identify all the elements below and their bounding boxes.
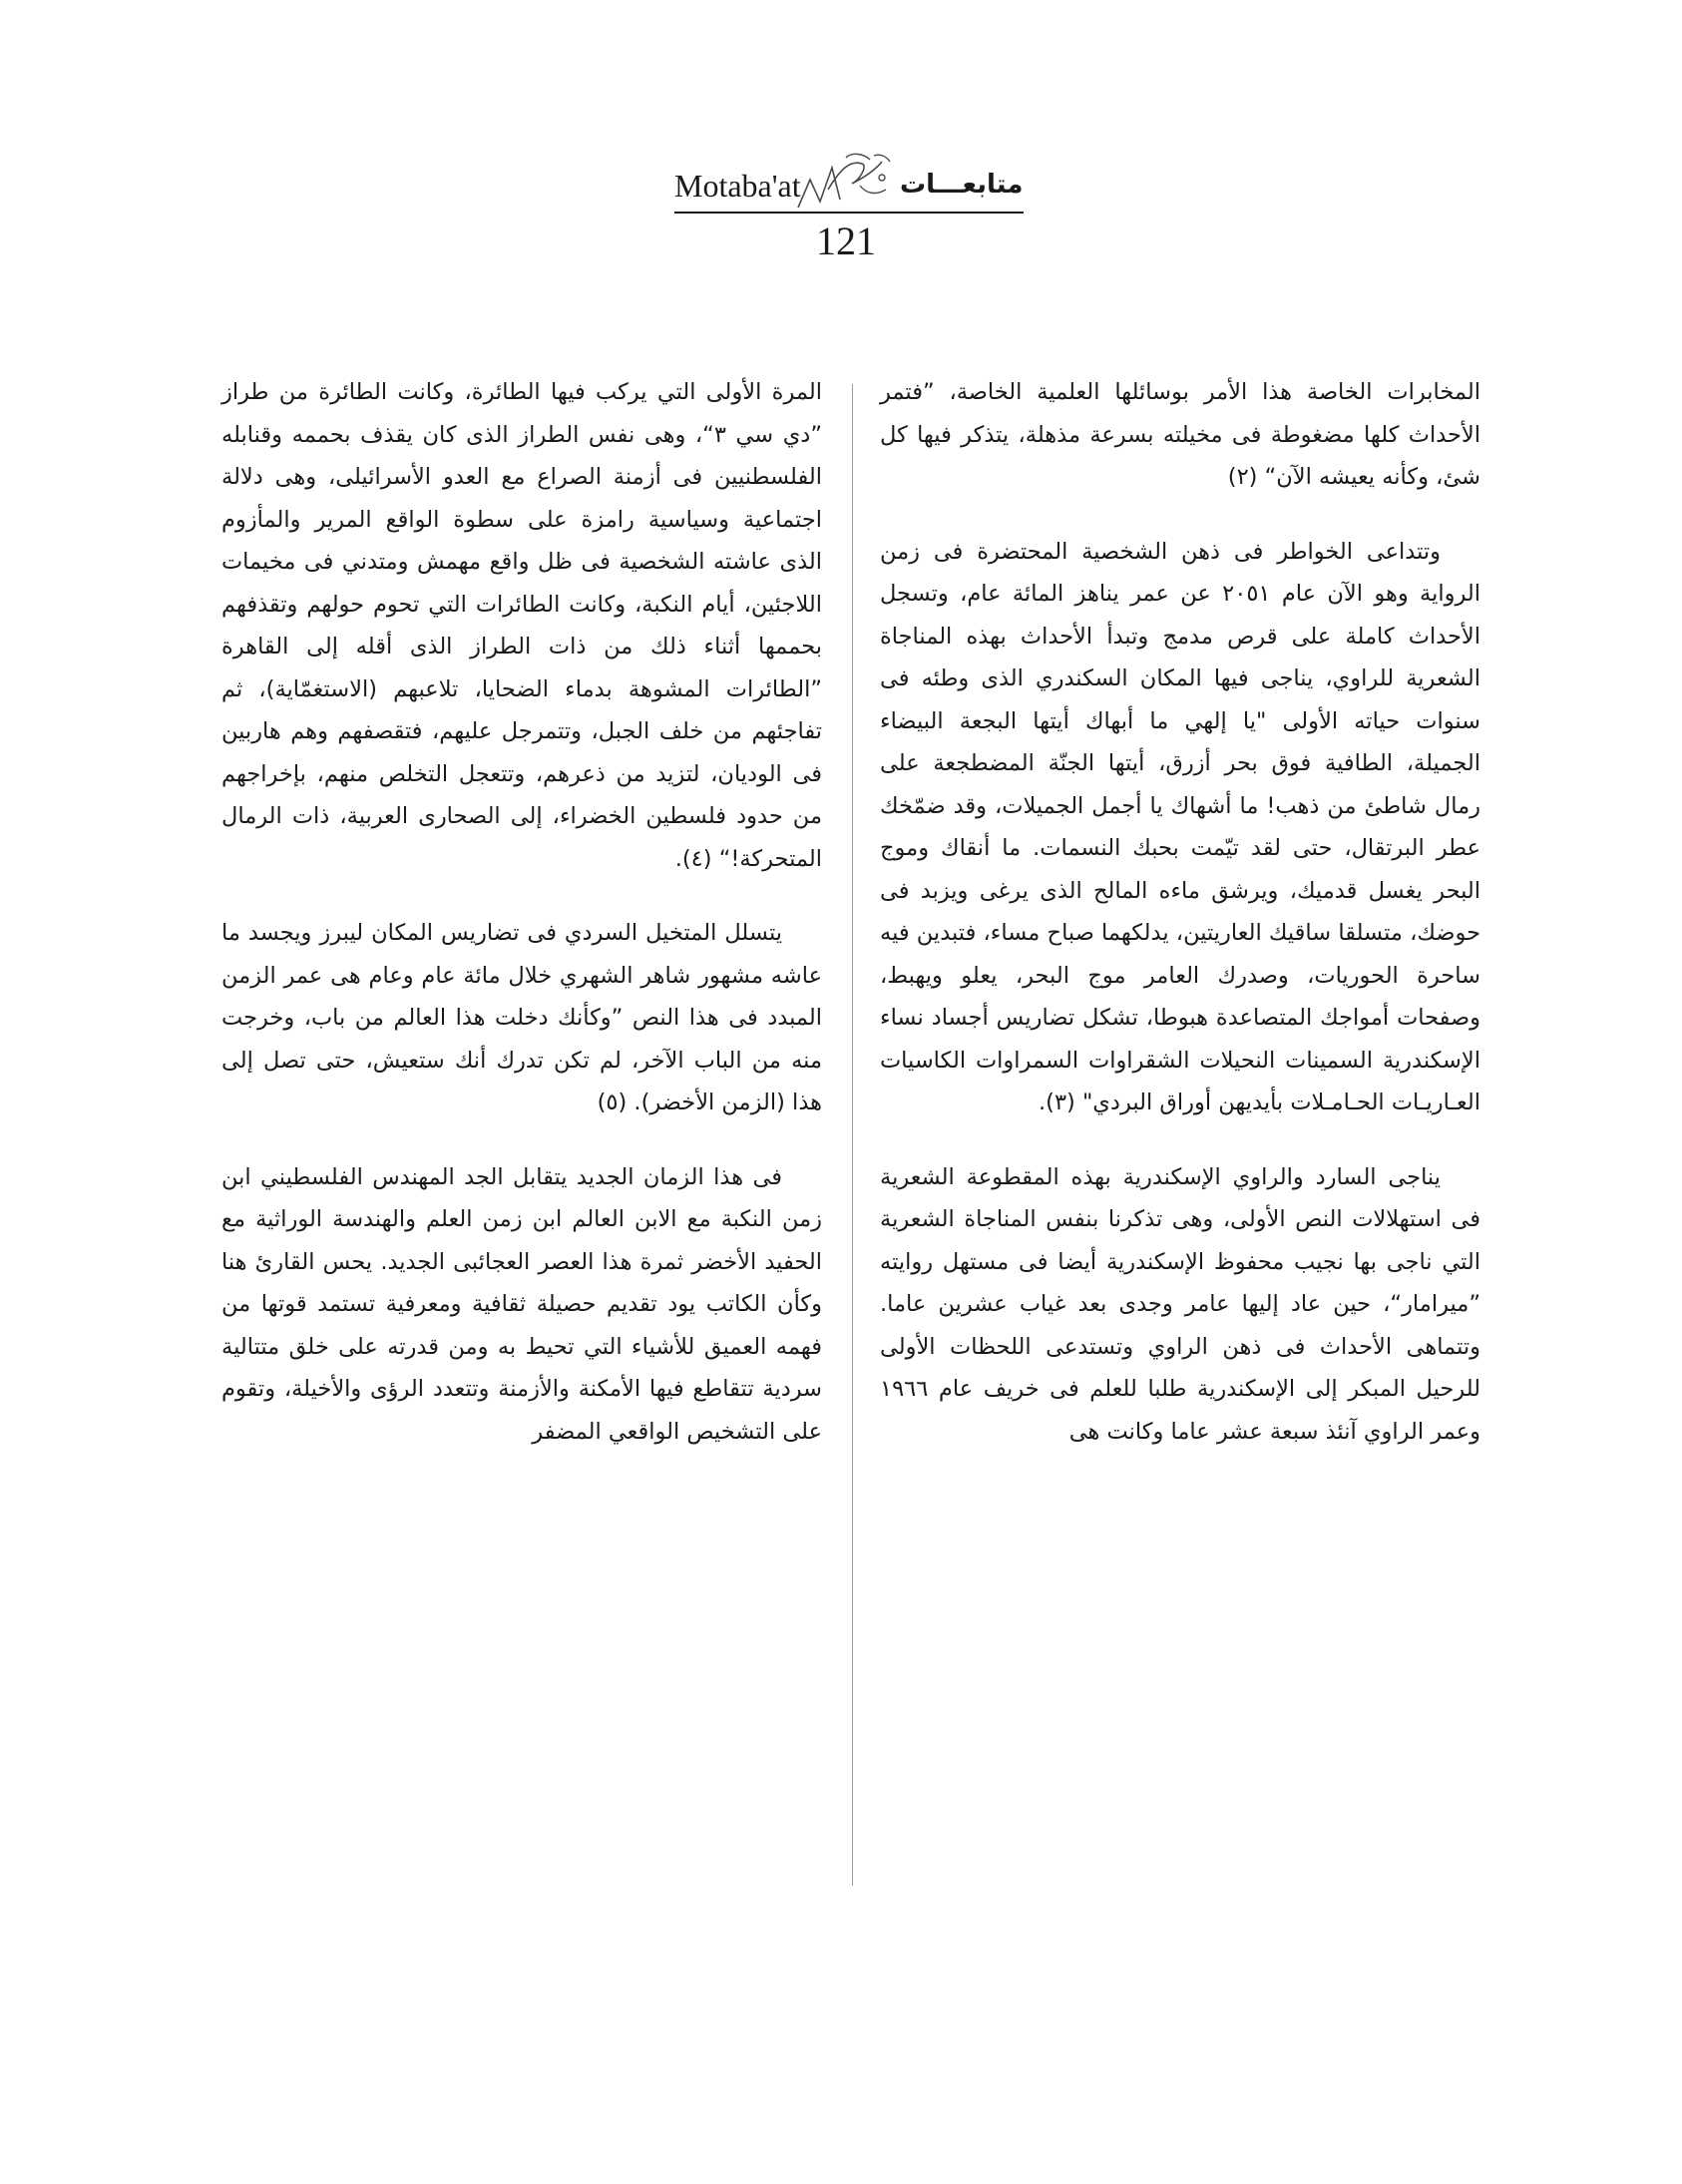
paragraph: يتسلل المتخيل السردي فى تضاريس المكان ليبرز ويجسد ما عاشه مشهور شاهر الشهري خلال مائة عام وعام هى عمر الزمن المبدد فى هذا النص ”وكأنك دخلت هذا العالم من باب، وخرجت منه من الباب الآخر، لم تكن تدرك أنك ستعيش، حتى تصل إلى هذا (الزمن الأخضر). (٥) (221, 920, 822, 1115)
journal-name-arabic: متابعـــات (900, 170, 1024, 200)
paragraph: المرة الأولى التي يركب فيها الطائرة، وكانت الطائرة من طراز ”دي سي ٣“، وهى نفس الطراز الذى كان يقذف بحممه وقنابله الفلسطنيين فى أزمنة الصراع مع العدو الأسرائيلى، وهى دلالة اجتماعية وسياسية رامزة على سطوة الواقع المرير والمأزوم الذى عاشته الشخصية فى ظل واقع مهمش ومتدني فى مخيمات اللاجئين، أيام النكبة، وكانت الطائرات التي تحوم حولهم وتقذفهم بحممها أثناء ذلك من ذات الطراز الذى أقله إلى القاهرة ”الطائرات المشوهة بدماء الضحايا، تلاعبهم (الاستغمّاية)، ثم تفاجئهم من خلف الجبل، وتتمرجل عليهم، فتقصفهم وهم هاربين فى الوديان، لتزيد من ذعرهم، وتتعجل التخلص منهم، بإخراجهم من حدود فلسطين الخضراء، إلى الصحارى العربية، ذات الرمال المتحركة!“ (٤). (221, 379, 822, 872)
paragraph: فى هذا الزمان الجديد يتقابل الجد المهندس الفلسطيني ابن زمن النكبة مع الابن العالم ابن زمن العلم والهندسة الوراثية مع الحفيد الأخضر ثمرة هذا العصر العجائبى الجديد. يحس القارئ هنا وكأن الكاتب يود تقديم حصيلة ثقافية ومعرفية تستمد قوتها من فهمه العميق للأشياء التي تحيط به ومن قدرته على خلق متتالية سردية تتقاطع فيها الأمكنة والأزمنة وتتعدد الرؤى والأخيلة، وتقوم على التشخيص الواقعي المضفر (221, 1163, 822, 1445)
page-header (0, 150, 1682, 263)
right-text-column (880, 371, 1480, 1485)
paragraph: المخابرات الخاصة هذا الأمر بوسائلها العلمية الخاصة، ”فتمر الأحداث كلها مضغوطة فى مخيلته بسرعة مذهلة، يتذكر فيها كل شئ، وكأنه يعيشه الآن“ (٢) (880, 379, 1480, 490)
header-rule (674, 212, 1024, 214)
column-divider (852, 384, 853, 1886)
journal-name-latin: Motaba'at (674, 168, 801, 204)
calligraphy-logo-icon (790, 150, 900, 212)
paragraph: وتتداعى الخواطر فى ذهن الشخصية المحتضرة فى زمن الرواية وهو الآن عام ٢٠٥١ عن عمر يناهز المائة عام، وتسجل الأحداث كاملة على قرص مدمج وتبدأ الأحداث بهذه المناجاة الشعرية للراوي، يناجى فيها المكان السكندري الذى وطئه فى سنوات حياته الأولى "يا إلهي ما أبهاك أيتها البجعة البيضاء الجميلة، الطافية فوق بحر أزرق، أيتها الجنّة المضطجعة على رمال شاطئ من ذهب! ما أشهاك يا أجمل الجميلات، وقد ضمّخك عطر البرتقال، حتى لقد تيّمت بحبك النسمات. ما أنقاك وموج البحر يغسل قدميك، ويرشق ماءه المالح الذى يرغى ويزبد فى حوضك، متسلقا ساقيك العاريتين، يدلكهما صباح مساء، فتبدين فيه ساحرة الحوريات، وصدرك العامر موج البحر، يعلو ويهبط، وصفحات أمواجك المتصاعدة هبوطا، تشكل تضاريس أجساد نساء الإسكندرية السمينات النحيلات الشقراوات السمراوات الكاسيات العـاريـات الحـامـلات بأيديهن أوراق البردي" (٣). (880, 538, 1480, 1115)
paragraph: يناجى السارد والراوي الإسكندرية بهذه المقطوعة الشعرية فى استهلالات النص الأولى، وهى تذكرنا بنفس المناجاة الشعرية التي ناجى بها نجيب محفوظ الإسكندرية أيضا فى مستهل روايته ”ميرامار“، حين عاد إليها عامر وجدى بعد غياب عشرين عاما. وتتماهى الأحداث فى ذهن الراوي وتستدعى اللحظات الأولى للرحيل المبكر إلى الإسكندرية طلبا للعلم فى خريف عام ١٩٦٦ وعمر الراوي آنئذ سبعة عشر عاما وكانت هى (880, 1163, 1480, 1445)
page-number: 121 (816, 218, 876, 263)
left-text-column (221, 371, 822, 1485)
